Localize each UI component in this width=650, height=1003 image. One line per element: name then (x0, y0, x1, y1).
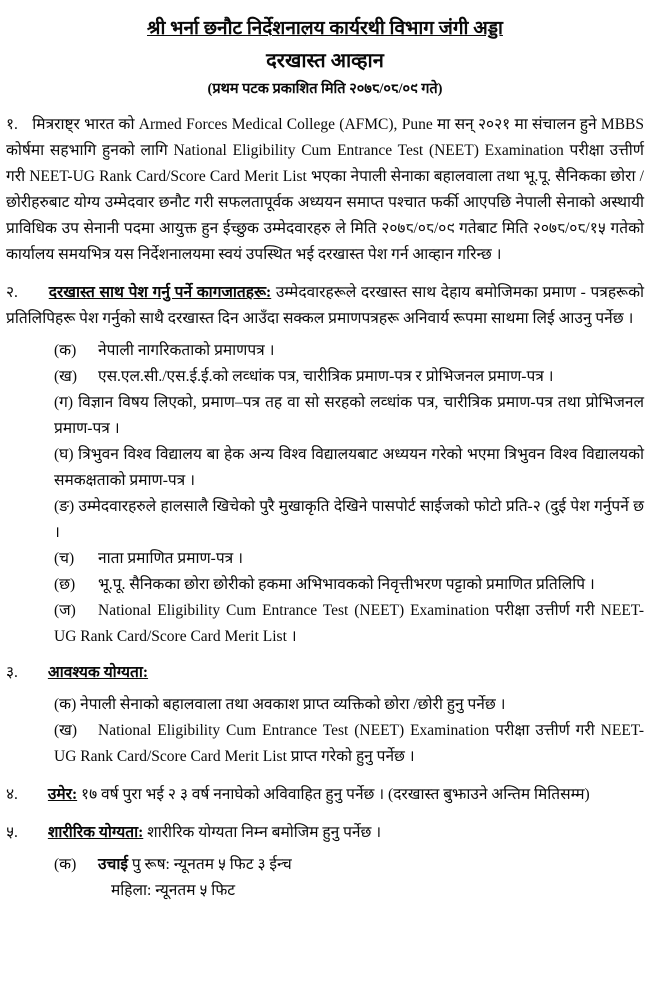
section-5-number: ५. (6, 824, 18, 841)
section-5-paragraph (6, 820, 644, 846)
section-1-number: १. (6, 116, 18, 133)
section-4-heading: उमेर: (47, 786, 78, 803)
list-item-marker: (क) (54, 696, 77, 713)
list-item-ga (6, 390, 644, 442)
list-item-text: त्रिभुवन विश्व विद्यालय बा हेक अन्य विश्व विद्यालयबाट अध्ययन गरेको भएमा त्रिभुवन विश्व विद्यालयको समकक्षताको प्रमाण-पत्र । (54, 446, 644, 489)
list-item-text: नाता प्रमाणित प्रमाण-पत्र । (98, 550, 243, 567)
section-2-body: उम्मेदवारहरूले दरखास्त साथ देहाय बमोजिमका प्रमाण - पत्रहरूको प्रतिलिपिहरू पेश गर्नुको साथै दरखास्त दिन आउँदा सक्कल प्रमाणपत्रहरू अनिवार्य रूपमा साथमा लिई आउनु पर्नेछ । (6, 284, 645, 327)
list-item-marker: (ज) (54, 602, 76, 619)
section-3-list (6, 692, 644, 770)
document-title (6, 16, 644, 42)
document-subtitle: दरखास्त आव्हान (266, 50, 384, 72)
section-4-paragraph (6, 782, 644, 808)
list-item-text: नेपाली सेनाको बहालवाला तथा अवकाश प्राप्त व्यक्तिको छोरा /छोरी हुनु पर्नेछ । (80, 696, 506, 713)
list-item-marker: (च) (54, 550, 75, 567)
section-4-number: ४. (6, 786, 18, 803)
list-item-marker: (क) (54, 856, 77, 873)
height-male-text: पु रूष: न्यूनतम ५ फिट ३ ईन्च (131, 856, 292, 873)
list-item-text: उम्मेदवारहरुले हालसालै खिचेको पुरै मुखाकृति देखिने पासपोर्ट साईजको फोटो प्रति-२ (दुई पेश गर्नुपर्ने छ । (54, 498, 644, 541)
section-5-list (6, 852, 644, 904)
section-3-heading: आवश्यक योग्यता: (47, 664, 149, 681)
height-female-line (6, 878, 644, 904)
section-5-body: शारीरिक योग्यता निम्न बमोजिम हुनु पर्नेछ । (147, 824, 382, 841)
list-item-ja (6, 598, 644, 650)
list-item-text: विज्ञान विषय लिएको, प्रमाण–पत्र तह वा सो सरहको लव्धांक पत्र, चारीत्रिक प्रमाण-पत्र तथा प्रोभिजनल प्रमाण-पत्र । (54, 394, 645, 437)
height-male-line (6, 852, 644, 878)
list-item-chha (6, 572, 644, 598)
list-item-text: नेपाली नागरिकताको प्रमाणपत्र । (98, 342, 275, 359)
list-item-text: भू.पू. सैनिकका छोरा छोरीको हकमा अभिभावकको निवृत्तीभरण पट्टाको प्रमाणित प्रतिलिपि । (98, 576, 595, 593)
list-item-marker: (छ) (54, 576, 76, 593)
section-5-heading: शारीरिक योग्यता: (47, 824, 144, 841)
list-item-kha (6, 364, 644, 390)
list-item-text: एस.एल.सी./एस.ई.ई.को लव्धांक पत्र, चारीत्रिक प्रमाण-पत्र र प्रोभिजनल प्रमाण-पत्र । (98, 368, 554, 385)
list-item-nga (6, 494, 644, 546)
section-3-number: ३. (6, 664, 18, 681)
list-item-marker: (ख) (54, 722, 78, 739)
section-2-number: २. (6, 284, 18, 301)
section-4-body: १७ वर्ष पुरा भई २ ३ वर्ष ननाघेको अविवाहित हुनु पर्नेछ । (दरखास्त बुझाउने अन्तिम मितिसम्म) (81, 786, 590, 803)
document-title-text: श्री भर्ना छनौट निर्देशनालय कार्यरथी विभाग जंगी अड्डा (147, 18, 503, 39)
list-item-kha (6, 718, 644, 770)
list-item-text: National Eligibility Cum Entrance Test (NEET) Examination परीक्षा उत्तीर्ण गरी NEET-UG Rank Card/Score Card Merit List प्राप्त गरेको हुनु पर्नेछ । (54, 722, 644, 765)
list-item-marker: (ग) (54, 394, 74, 411)
list-item-ka (6, 692, 644, 718)
list-item-marker: (ख) (54, 368, 78, 385)
section-2-list (6, 338, 644, 650)
height-label: उचाई (98, 856, 128, 873)
section-1-paragraph (6, 112, 644, 268)
list-item-ka (6, 338, 644, 364)
list-item-marker: (ङ) (54, 498, 75, 515)
section-1-body: मित्रराष्ट्र भारत को Armed Forces Medical College (AFMC), Pune मा सन् २०२१ मा संचालन हुने MBBS कोर्षमा सहभागि हुनको लागि National Eligibility Cum Entrance Test (NEET) Examination परीक्षा उत्तीर्ण गरी NEET-UG Rank Card/Score Card Merit List भएका नेपाली सेनाका बहालवाला तथा भू.पू. सैनिकका छोरा /छोरीहरुबाट योग्य उम्मेदवार छनौट गरी सफलतापूर्वक अध्ययन समाप्त पश्चात फर्की आएपछि नेपाली सेनाको अस्थायी प्राविधिक उप सेनानी पदमा आयुक्त हुन ईच्छुक उम्मेदवारहरु ले मिति २०७८/०८/०९ गतेबाट मिति २०७८/०८/१५ गतेको कार्यालय समयभित्र यस निर्देशनालयमा स्वयं उपस्थित भई दरखास्त पेश गर्न आव्हान गरिन्छ । (6, 116, 645, 263)
list-item-marker: (क) (54, 342, 77, 359)
height-female-text: महिला: न्यूनतम ५ फिट (111, 882, 236, 899)
list-item-cha (6, 546, 644, 572)
section-2-paragraph (6, 280, 644, 332)
section-2-heading: दरखास्त साथ पेश गर्नु पर्ने कागजातहरू: (48, 284, 272, 301)
section-3-paragraph (6, 660, 644, 686)
publish-date-line: (प्रथम पटक प्रकाशित मिति २०७८/०८/०९ गते) (207, 81, 443, 97)
list-item-text: National Eligibility Cum Entrance Test (NEET) Examination परीक्षा उत्तीर्ण गरी NEET-UG Rank Card/Score Card Merit List । (54, 602, 644, 645)
list-item-gha (6, 442, 644, 494)
list-item-marker: (घ) (54, 446, 74, 463)
